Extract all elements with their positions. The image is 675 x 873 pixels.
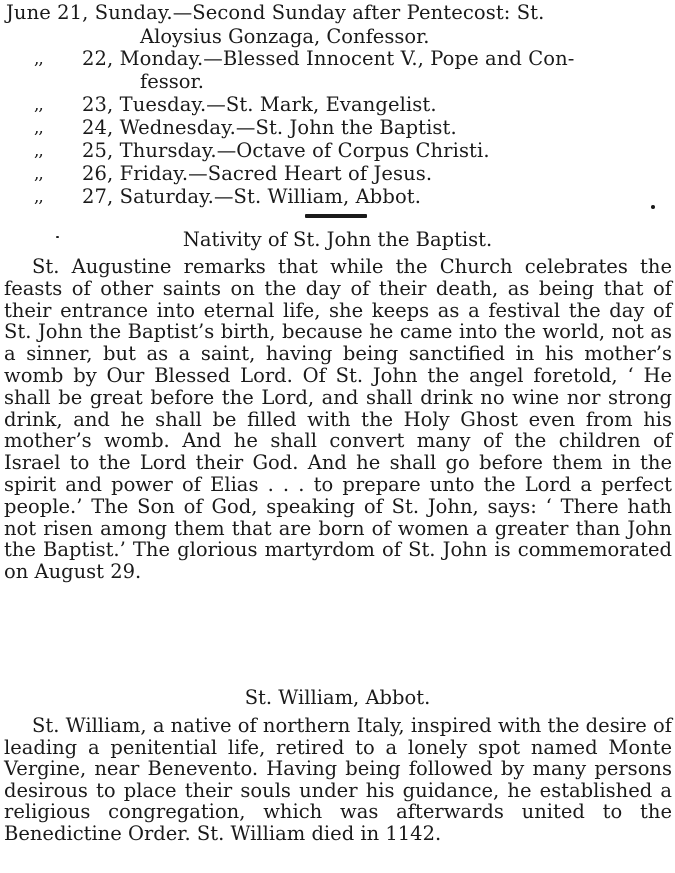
calendar-entry-text: June 21, Sunday.—Second Sunday after Pentecost: St. <box>6 1 545 24</box>
calendar-entry-text: 24, Wednesday.—St. John the Baptist. <box>82 116 457 139</box>
print-speck <box>651 205 655 209</box>
ditto-mark: ,, <box>34 141 43 161</box>
calendar-entry <box>6 48 670 70</box>
calendar-entry <box>6 2 670 24</box>
calendar-entry-text: 26, Friday.—Sacred Heart of Jesus. <box>82 162 433 185</box>
calendar-entry-text: 23, Tuesday.—St. Mark, Evangelist. <box>82 93 437 116</box>
ditto-mark: ,, <box>34 95 43 115</box>
ditto-mark: ,, <box>34 49 43 69</box>
calendar-entry-text: 22, Monday.—Blessed Innocent V., Pope and Con- <box>82 47 575 70</box>
calendar-entry <box>6 94 670 116</box>
ditto-mark: ,, <box>34 118 43 138</box>
calendar-entry-text: 25, Thursday.—Octave of Corpus Christi. <box>82 139 490 162</box>
calendar-entry <box>6 140 670 162</box>
calendar-entry-continuation: Aloysius Gonzaga, Confessor. <box>140 25 430 48</box>
article-paragraph-st-william: St. William, a native of northern Italy, inspired with the desire of leading a penitential life, retired to a lonely spot named Monte Vergine, near Benevento. Having being followed by many persons desirous to place their souls under his guidance, he established a religious congregation, which was afterwards united to the Benedictine Order. St. William died in 1142. <box>4 714 672 845</box>
section-heading-st-william: St. William, Abbot. <box>244 686 431 709</box>
calendar-entry-continuation: fessor. <box>140 70 204 93</box>
article-paragraph-nativity: St. Augustine remarks that while the Church celebrates the feasts of other saints on the day of their death, as being that of their entrance into eternal life, she keeps as a festival the day of St. John the Baptist’s birth, because he came into the world, not as a sinner, but as a saint, having being sanctified in his mother’s womb by Our Blessed Lord. Of St. John the angel foretold, ‘ He shall be great before the Lord, and shall drink no wine nor strong drink, and he shall be filled with the Holy Ghost even from his mother’s womb. And he shall convert many of the children of Israel to the Lord their God. And he shall go before them in the spirit and power of Elias . . . to prepare unto the Lord a perfect people.’ The Son of God, speaking of St. John, says: ‘ There hath not risen among them that are born of women a greater than John the Baptist.’ The glorious martyrdom of St. John is commemorated on August 29. <box>4 255 672 584</box>
calendar-entry-text: 27, Saturday.—St. William, Abbot. <box>82 185 422 208</box>
calendar-entry <box>6 117 670 139</box>
calendar-entry <box>6 163 670 185</box>
ditto-mark: ,, <box>34 164 43 184</box>
calendar-entry <box>6 186 670 208</box>
ditto-mark: ,, <box>34 187 43 207</box>
section-heading-nativity: Nativity of St. John the Baptist. <box>182 228 493 251</box>
section-divider <box>305 214 367 218</box>
